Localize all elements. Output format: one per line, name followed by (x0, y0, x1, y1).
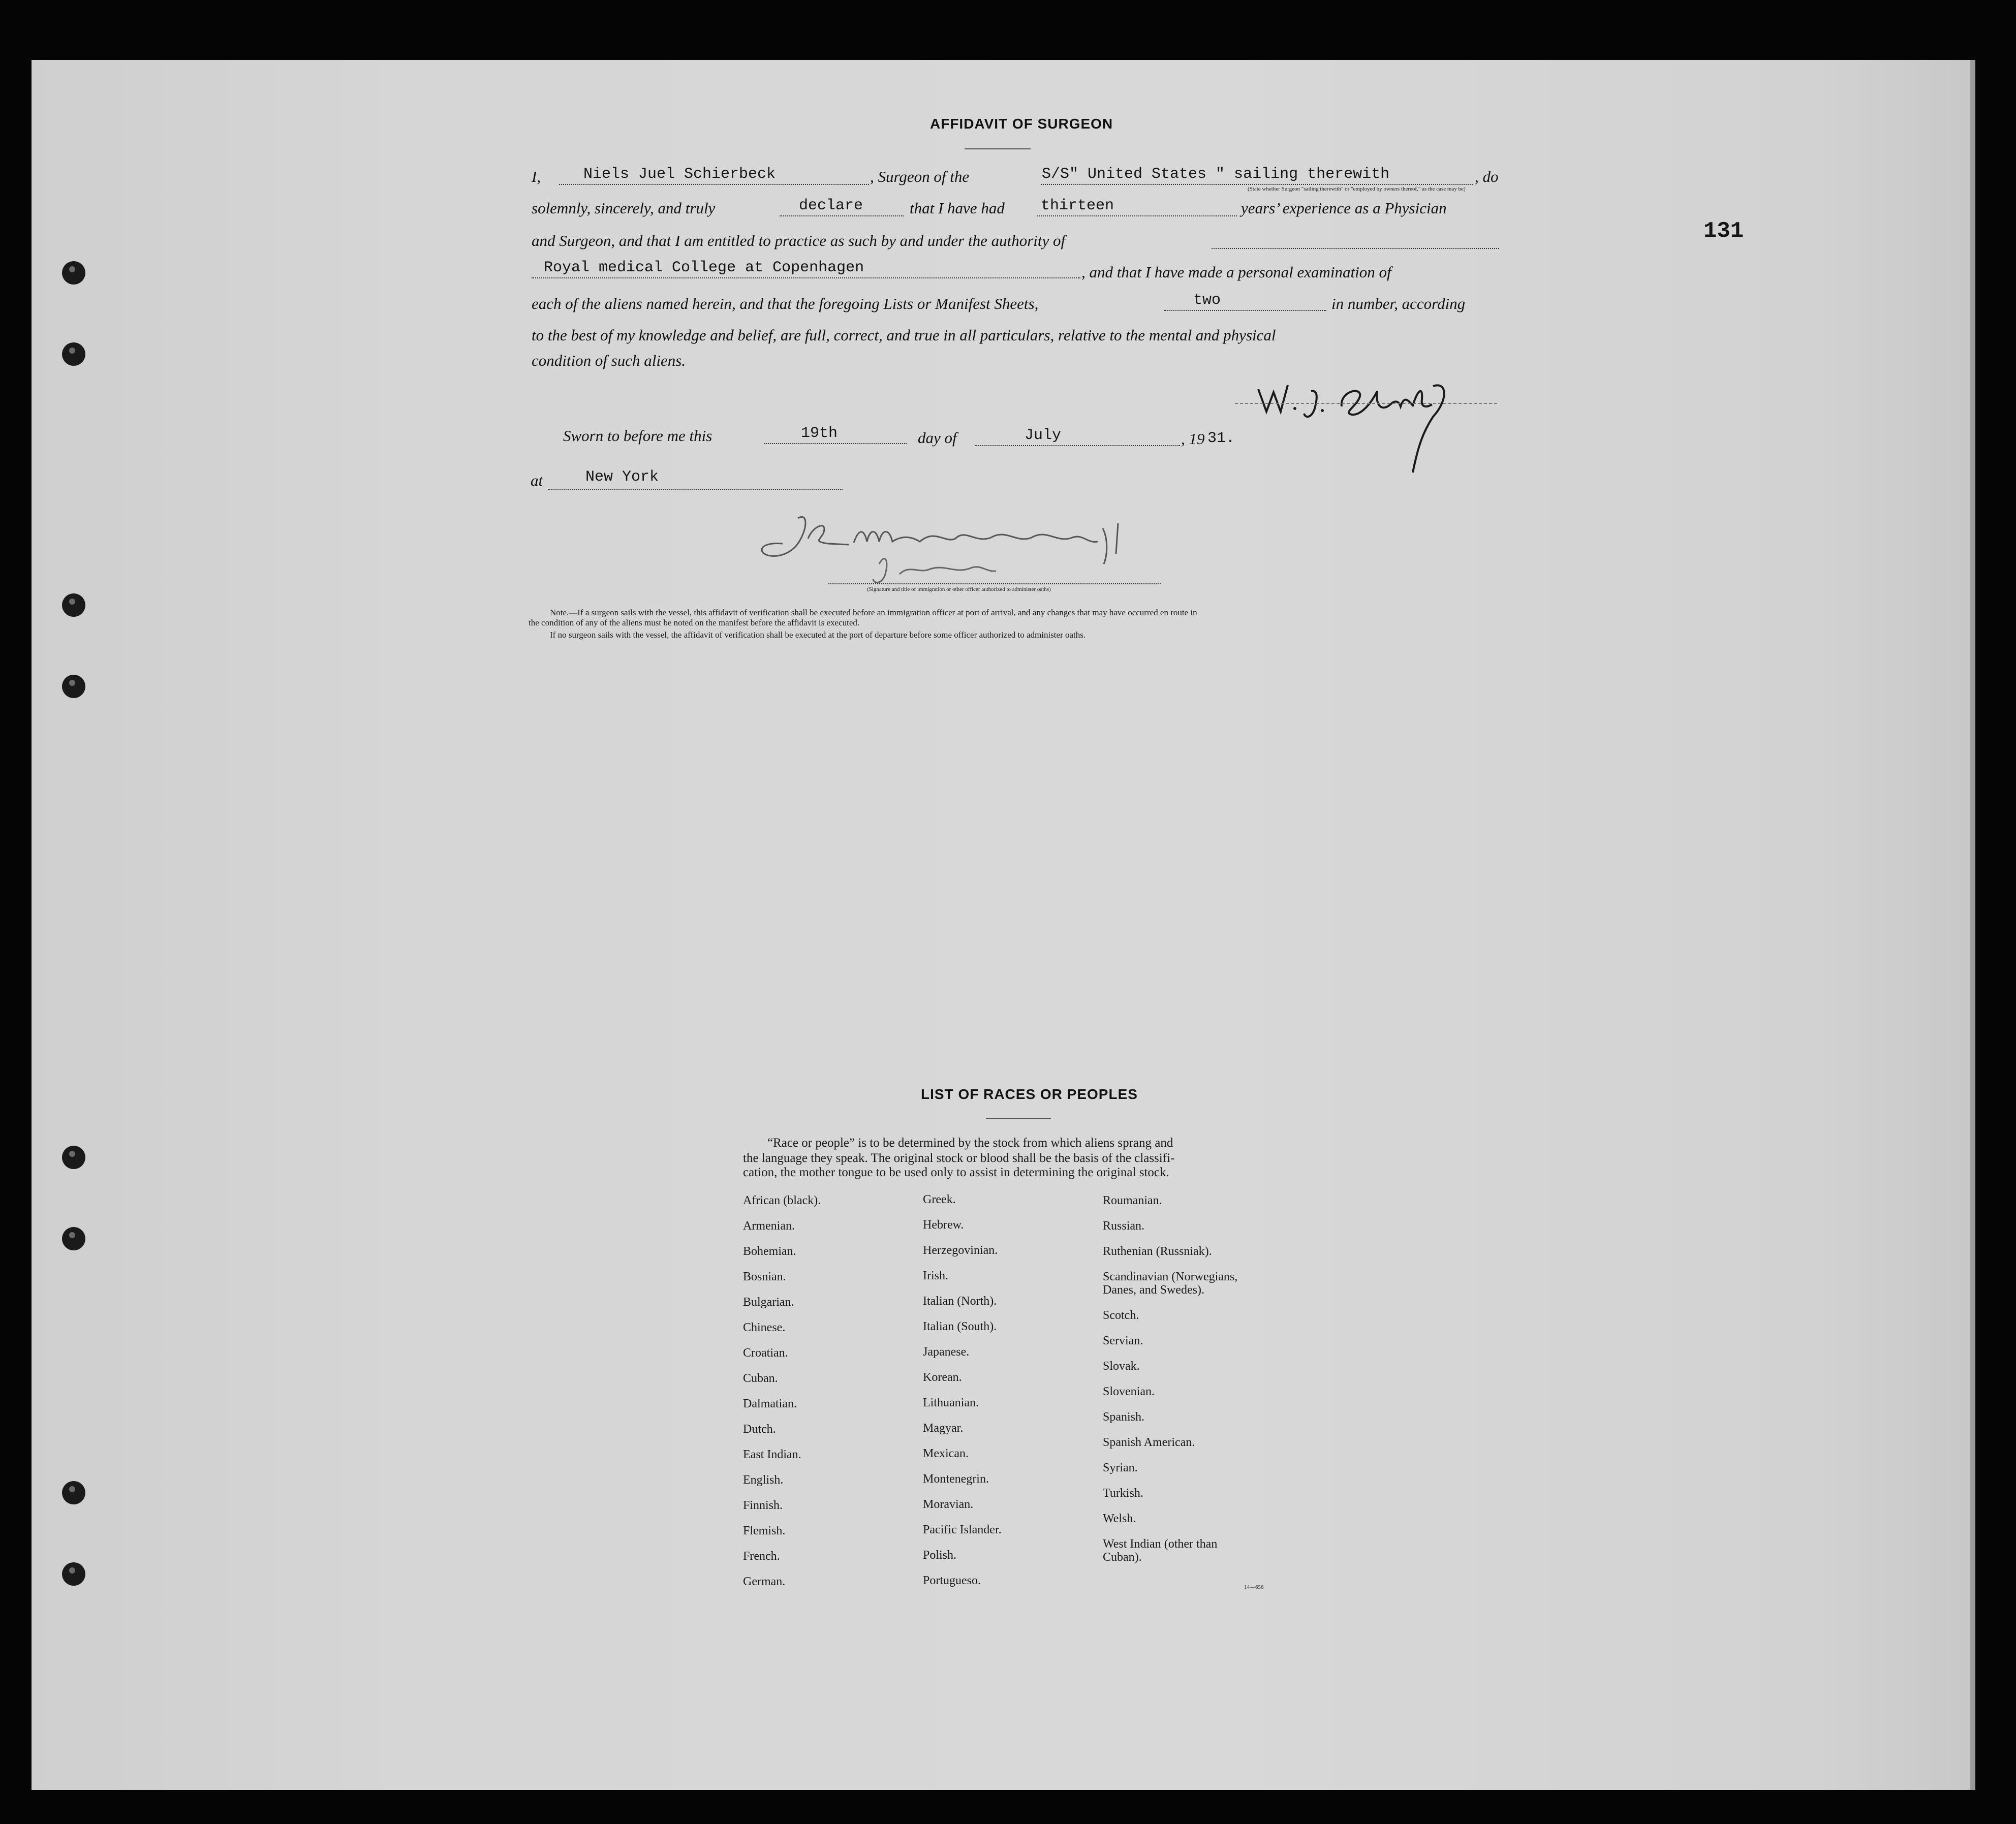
race-item: Japanese. (923, 1345, 970, 1359)
race-item: Montenegrin. (923, 1472, 989, 1486)
sworn-day-field: 19th (801, 425, 838, 442)
fill-line (1212, 248, 1499, 249)
race-item: Moravian. (923, 1498, 974, 1511)
race-item: Turkish. (1103, 1487, 1143, 1500)
race-item: Slovenian. (1103, 1385, 1155, 1398)
sworn-text: Sworn to before me this (563, 427, 712, 445)
sworn-text: at (531, 471, 543, 489)
race-item: Scandinavian (Norwegians, Danes, and Swedes). (1103, 1270, 1238, 1297)
race-item: Flemish. (743, 1524, 786, 1537)
race-item: Servian. (1103, 1334, 1143, 1347)
title-rule (965, 148, 1031, 149)
race-item: Spanish American. (1103, 1436, 1195, 1449)
declaration-field: declare (799, 197, 863, 214)
affidavit-text: , and that I have made a personal examination of (1081, 263, 1391, 281)
binder-hole (62, 1562, 85, 1586)
race-item: Finnish. (743, 1499, 783, 1512)
fill-line (1164, 310, 1326, 311)
race-item: Slovak. (1103, 1360, 1140, 1373)
affidavit-text: solemnly, sincerely, and truly (532, 199, 716, 217)
affidavit-text: , do (1475, 168, 1499, 185)
races-intro-line: cation, the mother tongue to be used only to assist in determining the original stock. (743, 1166, 1169, 1179)
race-item: Italian (North). (923, 1295, 997, 1308)
race-item: Polish. (923, 1549, 957, 1562)
race-item: Scotch. (1103, 1309, 1139, 1322)
race-item: Dalmatian. (743, 1397, 797, 1410)
race-item: Chinese. (743, 1321, 786, 1334)
race-item: East Indian. (743, 1448, 801, 1461)
race-item: English. (743, 1473, 784, 1487)
binder-hole (62, 1146, 85, 1169)
note-line: the condition of any of the aliens must be noted on the manifest before the affidavit is executed. (529, 618, 860, 627)
vessel-hint: (State whether Surgeon "sailing therewith" or "employed by owners thereof," as the case may be) (1248, 186, 1466, 192)
fill-line (764, 443, 907, 444)
signature-caption: (Signature and title of immigration or other officer authorized to administer oaths) (867, 586, 1051, 592)
affidavit-text: that I have had (910, 199, 1005, 217)
binder-hole (62, 261, 85, 285)
race-item: Magyar. (923, 1422, 964, 1435)
race-item: Portugueso. (923, 1574, 981, 1587)
surgeon-signature (1209, 371, 1504, 483)
fill-line (1041, 184, 1473, 185)
fill-line (1037, 215, 1237, 216)
note-line: If no surgeon sails with the vessel, the affidavit of verification shall be executed at the port of departure before some officer authorized to administer oaths. (550, 630, 1086, 640)
race-item: Bohemian. (743, 1245, 796, 1258)
officer-signature (752, 508, 1189, 594)
race-item: Cuban. (743, 1372, 778, 1385)
sworn-text: day of (918, 429, 957, 447)
authority-field: Royal medical College at Copenhagen (544, 259, 864, 276)
affidavit-text: condition of such aliens. (532, 352, 686, 369)
affidavit-text: years’ experience as a Physician (1241, 199, 1447, 217)
binder-hole (62, 1481, 85, 1504)
race-item: Lithuanian. (923, 1396, 979, 1409)
sworn-text: , 19 (1181, 430, 1205, 448)
race-item: Armenian. (743, 1219, 795, 1233)
binder-hole (62, 675, 85, 698)
races-intro-line: the language they speak. The original stock or blood shall be the basis of the classifi- (743, 1151, 1175, 1165)
sheet-count-field: two (1193, 292, 1221, 309)
race-item: Korean. (923, 1371, 962, 1384)
note-line: Note.—If a surgeon sails with the vessel, this affidavit of verification shall be executed before an immigration officer at port of arrival, and any changes that may have occurred en route in (550, 608, 1197, 617)
binder-hole (62, 1227, 85, 1250)
fill-line (975, 445, 1180, 446)
race-item: Dutch. (743, 1423, 776, 1436)
binder-hole (62, 593, 85, 617)
race-item: Bosnian. (743, 1270, 786, 1283)
races-intro-line: “Race or people” is to be determined by the stock from which aliens sprang and (767, 1136, 1173, 1150)
affidavit-text: to the best of my knowledge and belief, are full, correct, and true in all particulars, relative to the mental and physical (532, 326, 1276, 344)
race-item: French. (743, 1550, 780, 1563)
title-rule (986, 1118, 1051, 1119)
race-item: Russian. (1103, 1219, 1145, 1233)
race-item: Roumanian. (1103, 1194, 1162, 1207)
sworn-month-field: July (1025, 427, 1062, 444)
affidavit-text: I, (532, 168, 541, 185)
form-code: 14—656 (1244, 1584, 1264, 1590)
vessel-field: S/S" United States " sailing therewith (1042, 166, 1390, 183)
race-item: German. (743, 1575, 786, 1588)
race-item: West Indian (other than Cuban). (1103, 1537, 1218, 1564)
surgeon-name-field: Niels Juel Schierbeck (583, 166, 776, 183)
page-edge (1970, 60, 1975, 1790)
races-title: LIST OF RACES OR PEOPLES (921, 1086, 1138, 1102)
fill-line (548, 489, 843, 490)
race-item: Welsh. (1103, 1512, 1136, 1525)
race-item: Greek. (923, 1193, 956, 1206)
race-item: Italian (South). (923, 1320, 997, 1333)
affidavit-text: and Surgeon, and that I am entitled to practice as such by and under the authority of (532, 232, 1066, 249)
race-item: Mexican. (923, 1447, 969, 1460)
affidavit-text: each of the aliens named herein, and that the foregoing Lists or Manifest Sheets, (532, 295, 1039, 312)
fill-line (532, 277, 1080, 278)
sworn-year-field: 31. (1207, 430, 1235, 447)
affidavit-title: AFFIDAVIT OF SURGEON (930, 116, 1113, 132)
fill-line (559, 184, 869, 185)
race-item: Croatian. (743, 1346, 788, 1360)
years-field: thirteen (1041, 197, 1114, 214)
race-item: African (black). (743, 1194, 821, 1207)
race-item: Syrian. (1103, 1461, 1138, 1474)
race-item: Ruthenian (Russniak). (1103, 1245, 1212, 1258)
race-item: Pacific Islander. (923, 1523, 1002, 1536)
race-item: Spanish. (1103, 1410, 1145, 1424)
race-item: Herzegovinian. (923, 1244, 998, 1257)
sworn-place-field: New York (585, 468, 659, 486)
affidavit-text: in number, according (1331, 295, 1466, 312)
race-item: Bulgarian. (743, 1296, 794, 1309)
race-item: Irish. (923, 1269, 948, 1282)
fill-line (780, 215, 904, 216)
binder-hole (62, 342, 85, 366)
page-number-stamp: 131 (1703, 218, 1744, 244)
affidavit-text: , Surgeon of the (870, 168, 970, 185)
fill-line (828, 583, 1161, 584)
race-item: Hebrew. (923, 1218, 964, 1232)
